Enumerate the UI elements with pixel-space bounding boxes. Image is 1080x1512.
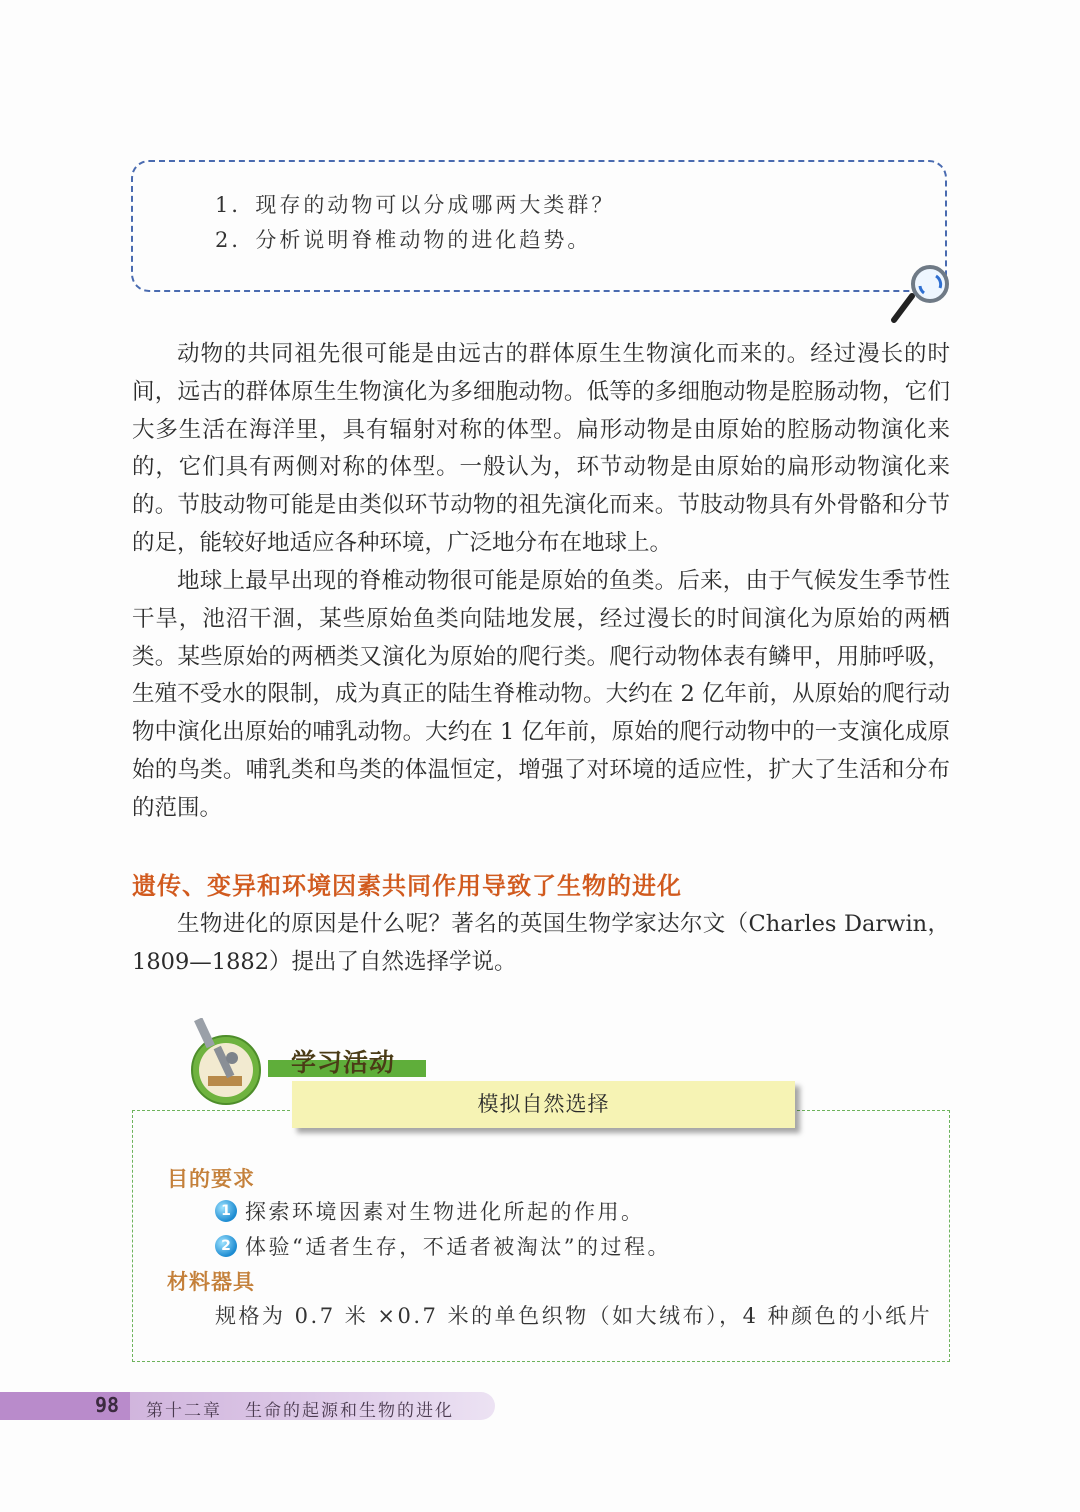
paragraph-darwin: 生物进化的原因是什么呢？著名的英国生物学家达尔文（Charles Darwin，1809—1882）提出了自然选择学说。 — [132, 911, 950, 975]
goal-item — [215, 1196, 645, 1226]
number-badge-icon: 2 — [215, 1235, 237, 1257]
section-heading: 遗传、变异和环境因素共同作用导致了生物的进化 — [132, 872, 682, 900]
paragraph-animal-ancestors: 动物的共同祖先很可能是由远古的群体原生生物演化而来的。经过漫长的时间，远古的群体原生生物演化为多细胞动物。低等的多细胞动物是腔肠动物，它们大多生活在海洋里，具有辐射对称的体型。扁形动物是由原始的腔肠动物演化来的，它们具有两侧对称的体型。一般认为，环节动物是由原始的扁形动物演化来的。节肢动物可能是由类似环节动物的祖先演化而来。节肢动物具有外骨骼和分节的足，能较好地适应各种环境，广泛地分布在地球上。 — [132, 341, 950, 556]
number-badge-icon: 1 — [215, 1200, 237, 1222]
activity-label: 学习活动 — [291, 1048, 396, 1077]
question-box — [131, 160, 947, 292]
question-1: 1．现存的动物可以分成哪两大类群？ — [215, 193, 616, 217]
goal-text: 探索环境因素对生物进化所起的作用。 — [245, 1200, 645, 1224]
microscope-icon — [188, 1018, 264, 1106]
magnifier-icon — [888, 262, 960, 328]
materials-text: 规格为 0.7 米 ×0.7 米的单色织物（如大绒布），4 种颜色的小纸片 — [215, 1304, 933, 1328]
goal-text: 体验“适者生存，不适者被淘汰”的过程。 — [245, 1235, 671, 1259]
goal-item — [215, 1231, 671, 1261]
goals-heading: 目的要求 — [167, 1167, 255, 1191]
materials-heading: 材料器具 — [167, 1270, 255, 1294]
page-number: 98 — [95, 1393, 120, 1417]
chapter-number: 第十二章 — [146, 1401, 222, 1421]
chapter-title: 生命的起源和生物的进化 — [245, 1401, 454, 1421]
question-2: 2．分析说明脊椎动物的进化趋势。 — [215, 228, 592, 252]
paragraph-vertebrates: 地球上最早出现的脊椎动物很可能是原始的鱼类。后来，由于气候发生季节性干旱，池沼干涸，某些原始鱼类向陆地发展，经过漫长的时间演化为原始的两栖类。某些原始的两栖类又演化为原始的爬行类。爬行动物体表有鳞甲，用肺呼吸，生殖不受水的限制，成为真正的陆生脊椎动物。大约在 2 亿年前，从原始的爬行动物中演化出原始的哺乳动物。大约在 1 亿年前，原始的爬行动物中的一支演化成原始的鸟类。哺乳类和鸟类的体温恒定，增强了对环境的适应性，扩大了生活和分布的范围。 — [132, 568, 950, 821]
activity-title-banner: 模拟自然选择 — [292, 1081, 795, 1128]
